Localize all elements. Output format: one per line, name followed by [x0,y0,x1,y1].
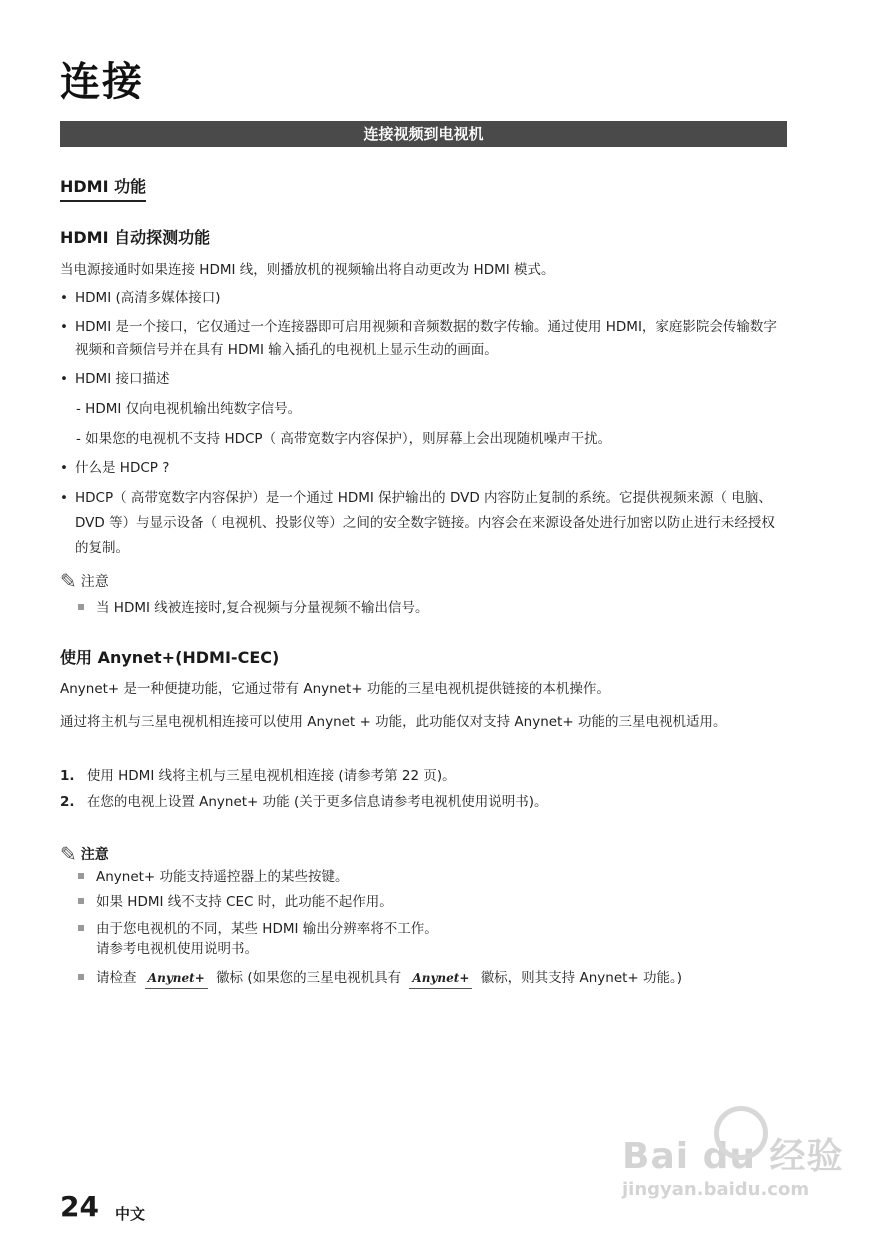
anynet-logo: Anynet+ [145,968,208,989]
note-item: 由于您电视机的不同，某些 HDMI 输出分辨率将不工作。 [78,919,778,939]
bullet-dot: • [60,460,68,476]
paw-icon [714,1106,768,1160]
square-bullet-icon [78,873,84,879]
anynet-logo: Anynet+ [409,968,472,989]
square-bullet-icon [78,925,84,931]
hdmi-intro: 当电源接通时如果连接 HDMI 线，则播放机的视频输出将自动更改为 HDMI 模式。 [60,262,555,278]
square-bullet-icon [78,974,84,980]
list-item: • 什么是 HDCP ? [60,460,170,476]
list-item: • HDMI 接口描述 [60,371,170,387]
list-item: • HDMI 是一个接口，它仅通过一个连接器即可启用视频和音频数据的数字传输。通过使用 HDMI，家庭影院会传输数字视频和音频信号并在具有 HDMI 输入插孔的电视机上显示生动的画面。 [60,316,790,362]
page-number: 24 [60,1190,99,1223]
baidu-watermark: Bai du 经验 jingyan.baidu.com [622,1128,844,1200]
pencil-icon: ✎ [60,569,77,593]
note-item: 请检查 Anynet+ 徽标 (如果您的三星电视机具有 Anynet+ 徽标，则其支持 Anynet+ 功能。) [78,968,798,989]
list-item: • HDCP（ 高带宽数字内容保护）是一个通过 HDMI 保护输出的 DVD 内容防止复制的系统。它提供视频来源（ 电脑、DVD 等）与显示设备（ 电视机、投影仪等）之间的安全数字链接。内容会在来源设备处进行加密以防止进行未经授权的复制。 [60,486,785,561]
anynet-paragraph: Anynet+ 是一种便捷功能，它通过带有 Anynet+ 功能的三星电视机提供链接的本机操作。 [60,681,610,697]
sub-item: - HDMI 仅向电视机输出纯数字信号。 [76,401,302,417]
note-item: 如果 HDMI 线不支持 CEC 时，此功能不起作用。 [78,892,778,912]
note-item: Anynet+ 功能支持遥控器上的某些按键。 [78,867,778,887]
square-bullet-icon [78,604,84,610]
list-item: • HDMI (高清多媒体接口) [60,290,221,306]
sub-item: - 如果您的电视机不支持 HDCP（ 高带宽数字内容保护），则屏幕上会出现随机噪声干扰。 [76,431,612,447]
note-heading: ✎ 注意 [60,569,109,593]
page-language: 中文 [115,1205,146,1223]
bullet-dot: • [60,371,68,387]
bullet-dot: • [60,290,68,306]
hdmi-auto-detect-title: HDMI 自动探测功能 [60,228,211,247]
section-banner: 连接视频到电视机 [60,121,787,147]
hdmi-section-title: HDMI 功能 [60,174,146,202]
anynet-paragraph: 通过将主机与三星电视机相连接可以使用 Anynet + 功能，此功能仅对支持 Anynet+ 功能的三星电视机适用。 [60,714,727,730]
bullet-dot: • [60,319,68,335]
bullet-dot: • [60,490,68,506]
note-heading: ✎ 注意 [60,842,109,866]
anynet-title: 使用 Anynet+(HDMI-CEC) [60,648,280,667]
note-item: 当 HDMI 线被连接时,复合视频与分量视频不输出信号。 [78,598,778,618]
step-item: 1. 使用 HDMI 线将主机与三星电视机相连接 (请参考第 22 页)。 [60,768,456,784]
page-title: 连接 [60,59,144,105]
pencil-icon: ✎ [60,842,77,866]
square-bullet-icon [78,898,84,904]
note-continuation: 请参考电视机使用说明书。 [96,941,258,957]
step-item: 2. 在您的电视上设置 Anynet+ 功能 (关于更多信息请参考电视机使用说明书)。 [60,794,548,810]
